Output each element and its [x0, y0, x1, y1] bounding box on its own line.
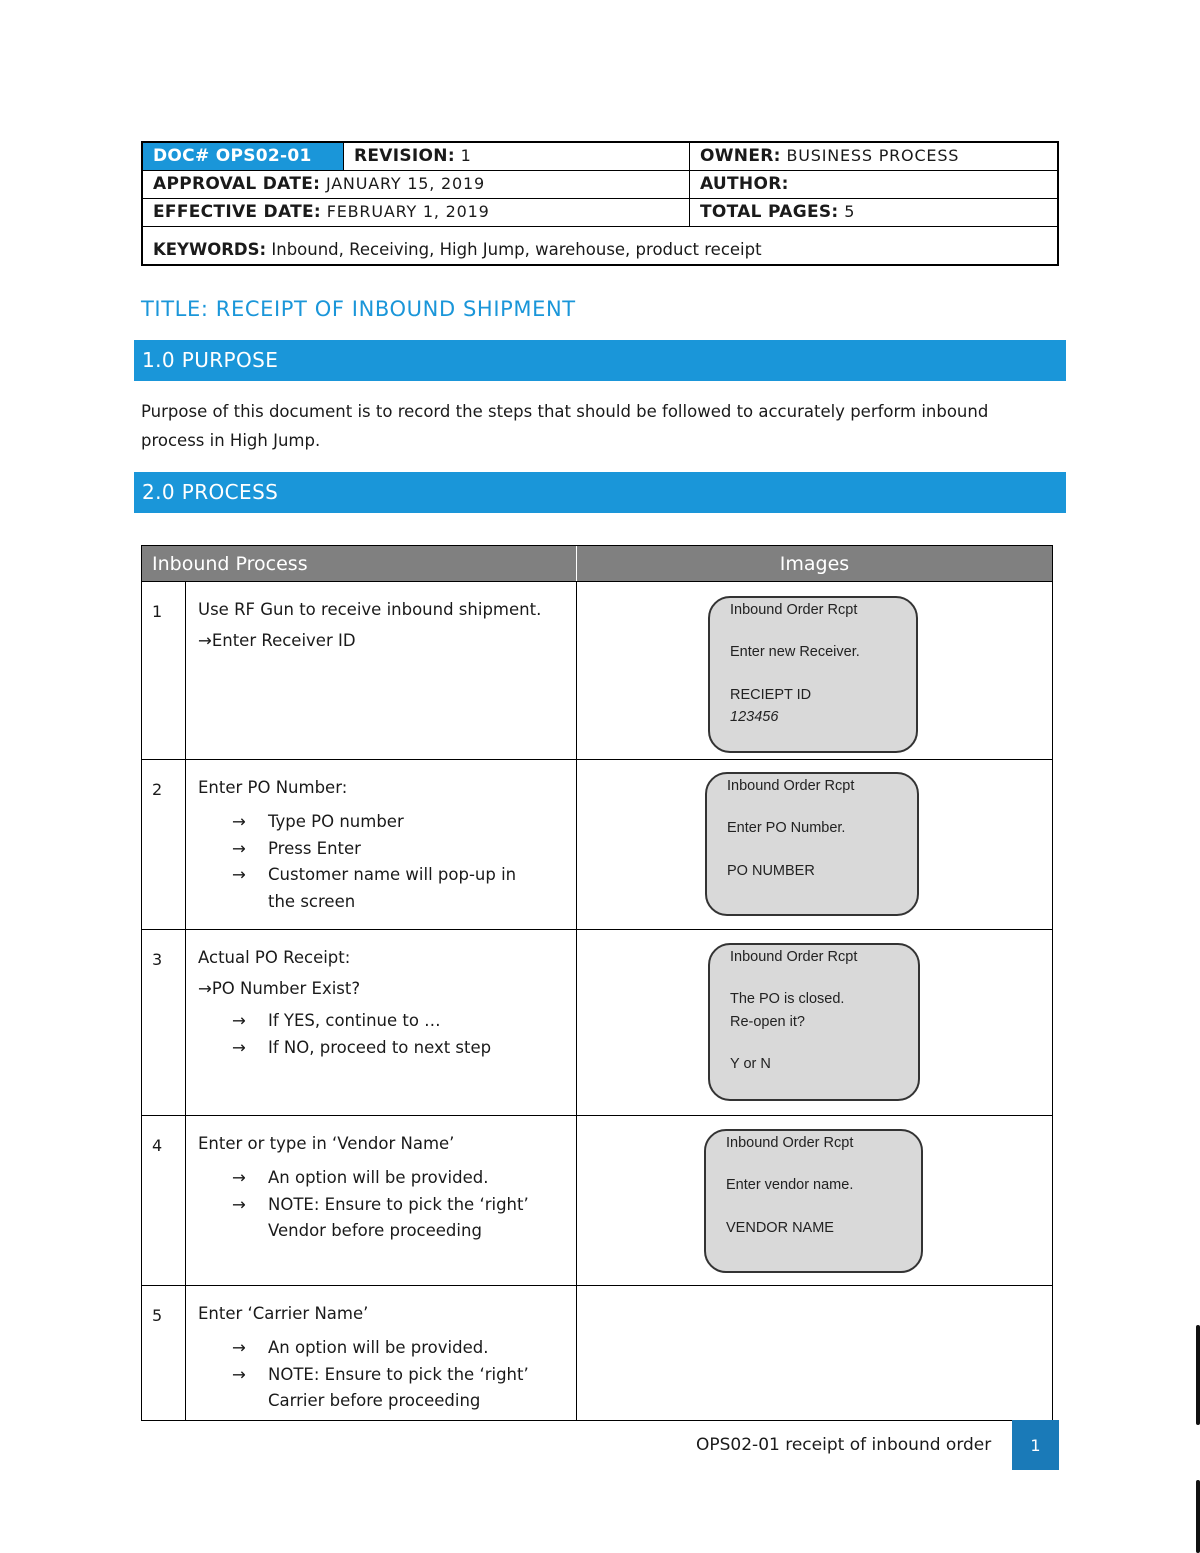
list-item: → Customer name will pop-up in [232, 862, 576, 889]
author-label: AUTHOR: [700, 174, 789, 194]
step-description [186, 1116, 577, 1285]
table-row [142, 582, 1052, 760]
step-bullet-list [198, 1165, 576, 1245]
step-image-cell [577, 930, 1052, 1115]
process-heading: 2.0 PROCESS [134, 472, 1066, 513]
list-item: Vendor before proceeding [268, 1221, 482, 1240]
pages-label: TOTAL PAGES: [700, 202, 839, 222]
step-image-cell [577, 760, 1052, 929]
rf-gun-screen [708, 596, 918, 753]
arrow-icon: → [232, 1338, 246, 1357]
keywords-label: KEYWORDS: [153, 240, 267, 259]
screen-prompt-2: Re-open it? [730, 1014, 805, 1030]
list-item: → An option will be provided. [232, 1165, 576, 1192]
step-title: Use RF Gun to receive inbound shipment. [198, 600, 542, 619]
arrow-icon: → [232, 1011, 246, 1030]
table-row [142, 930, 1052, 1116]
effective-value: FEBRUARY 1, 2019 [326, 202, 490, 221]
purpose-text-line-1: Purpose of this document is to record the steps that should be followed to accurately perform inbound [141, 402, 989, 421]
keywords-value: Inbound, Receiving, High Jump, warehouse, product receipt [271, 240, 762, 259]
screen-title: Inbound Order Rcpt [730, 949, 858, 965]
approval-label: APPROVAL DATE: [153, 174, 321, 194]
screen-title: Inbound Order Rcpt [727, 778, 855, 794]
screen-field-label: VENDOR NAME [726, 1220, 834, 1236]
screen-field-label: Y or N [730, 1056, 771, 1072]
step-title: Enter PO Number: [198, 778, 348, 797]
screen-field-label: PO NUMBER [727, 863, 815, 879]
effective-label: EFFECTIVE DATE: [153, 202, 321, 222]
screen-title: Inbound Order Rcpt [726, 1135, 854, 1151]
step-subitem: →Enter Receiver ID [198, 631, 356, 650]
step-image-cell [577, 1116, 1052, 1285]
step-bullet-list [198, 809, 576, 915]
purpose-heading: 1.0 PURPOSE [134, 340, 1066, 381]
header-row-keywords [143, 227, 1057, 264]
step-image-cell [577, 582, 1052, 759]
arrow-icon: → [232, 865, 246, 884]
arrow-icon: → [232, 1037, 246, 1057]
step-title: Enter or type in ‘Vendor Name’ [198, 1134, 455, 1153]
step-title: Enter ‘Carrier Name’ [198, 1304, 369, 1323]
screen-title: Inbound Order Rcpt [730, 602, 858, 618]
header-row-2 [143, 171, 1057, 199]
effective-cell [143, 199, 690, 226]
step-subitem: →PO Number Exist? [198, 979, 361, 998]
screen-prompt: The PO is closed. [730, 991, 845, 1007]
step-number: 2 [142, 760, 186, 929]
list-item: → NOTE: Ensure to pick the ‘right’ [232, 1362, 576, 1389]
arrow-icon: → [232, 1364, 246, 1384]
step-number: 1 [142, 582, 186, 759]
column-header-images: Images [779, 553, 850, 575]
doc-number: DOC# OPS02-01 [143, 143, 344, 170]
list-item: Carrier before proceeding [268, 1391, 481, 1410]
step-description [186, 582, 577, 759]
arrow-icon: → [232, 838, 246, 858]
arrow-icon: → [232, 1168, 246, 1187]
pages-cell [690, 199, 1057, 226]
list-item: → If NO, proceed to next step [232, 1035, 576, 1062]
table-row [142, 760, 1052, 930]
footer-page-number: 1 [1012, 1420, 1059, 1470]
step-number: 3 [142, 930, 186, 1115]
header-row-3 [143, 199, 1057, 227]
document-title: TITLE: RECEIPT OF INBOUND SHIPMENT [141, 297, 576, 321]
edge-mark [1196, 1480, 1200, 1553]
approval-cell [143, 171, 690, 198]
arrow-icon: → [232, 1194, 246, 1214]
header-row-1 [143, 143, 1057, 171]
step-bullet-list [198, 1008, 576, 1061]
step-bullet-list [198, 1335, 576, 1415]
column-header-process: Inbound Process [142, 546, 577, 581]
revision-value: 1 [460, 146, 472, 165]
purpose-text [141, 397, 1061, 455]
document-header-table [141, 141, 1059, 266]
process-table [141, 545, 1053, 1421]
owner-cell [690, 143, 1057, 170]
pages-value: 5 [844, 202, 856, 221]
purpose-text-line-2: process in High Jump. [141, 431, 321, 450]
owner-value: BUSINESS PROCESS [786, 146, 960, 165]
step-number: 5 [142, 1286, 186, 1420]
arrow-icon: → [232, 812, 246, 831]
step-description [186, 1286, 577, 1420]
step-number: 4 [142, 1116, 186, 1285]
keywords-cell [143, 227, 772, 264]
screen-prompt: Enter vendor name. [726, 1177, 854, 1193]
rf-gun-screen [708, 943, 920, 1101]
screen-prompt: Enter new Receiver. [730, 644, 860, 660]
table-row [142, 1286, 1052, 1420]
owner-label: OWNER: [700, 146, 781, 166]
list-item: → An option will be provided. [232, 1335, 576, 1362]
table-row [142, 1116, 1052, 1286]
revision-label: REVISION: [354, 146, 455, 166]
list-item: → NOTE: Ensure to pick the ‘right’ [232, 1192, 576, 1219]
rf-gun-screen [704, 1129, 923, 1273]
approval-value: JANUARY 15, 2019 [325, 174, 485, 193]
screen-field-label: RECIEPT ID [730, 687, 812, 703]
screen-field-value: 123456 [730, 709, 779, 725]
step-description [186, 760, 577, 929]
step-image-cell [577, 1286, 1052, 1420]
step-description [186, 930, 577, 1115]
list-item: the screen [268, 891, 356, 911]
list-item: → If YES, continue to … [232, 1008, 576, 1035]
rf-gun-screen [705, 772, 919, 916]
edge-mark [1196, 1325, 1200, 1425]
list-item: → Press Enter [232, 836, 576, 863]
list-item: → Type PO number [232, 809, 576, 836]
screen-prompt: Enter PO Number. [727, 820, 846, 836]
process-table-header [142, 546, 1052, 582]
step-title: Actual PO Receipt: [198, 948, 351, 967]
author-cell [690, 171, 1057, 198]
revision-cell [344, 143, 690, 170]
footer-document-name: OPS02-01 receipt of inbound order [696, 1435, 992, 1455]
